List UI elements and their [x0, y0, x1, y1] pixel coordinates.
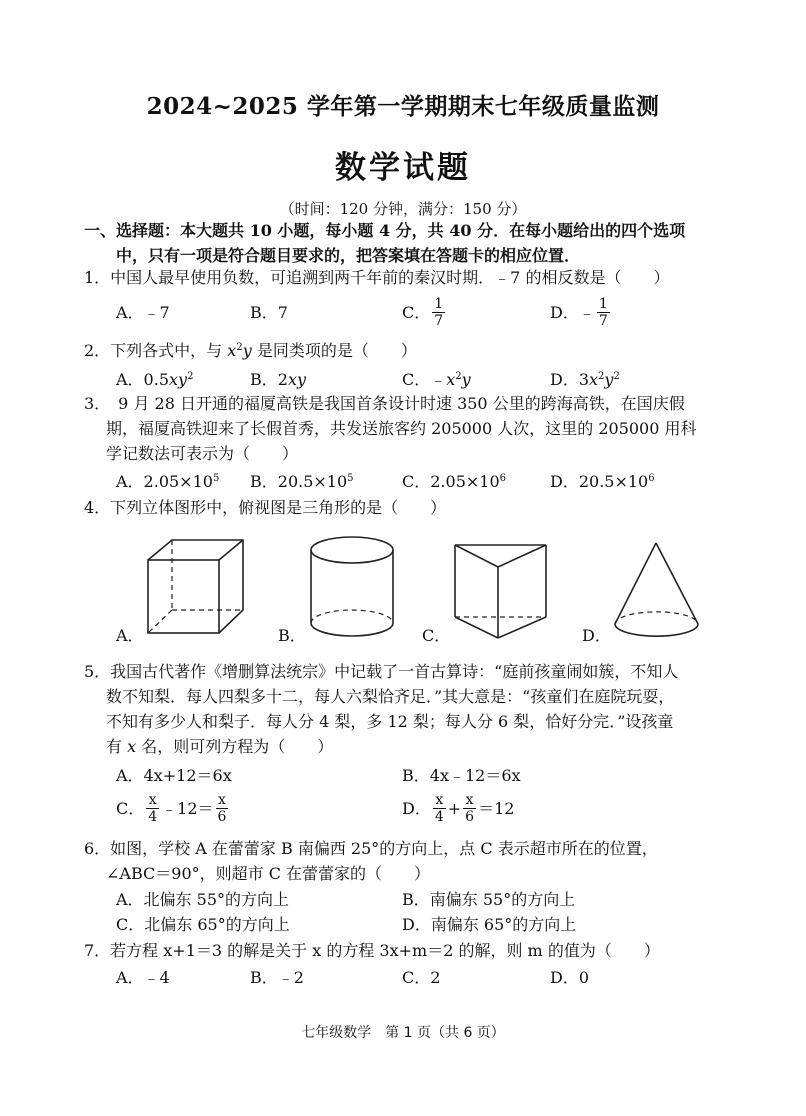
- section-header: [84, 218, 734, 268]
- q1-option-c: [402, 296, 447, 329]
- q6-option-a: A．北偏东 55°的方向上: [116, 890, 290, 909]
- q5-d-label: D．: [402, 798, 431, 818]
- q6-option-b: B．南偏东 55°的方向上: [402, 890, 576, 909]
- q5-option-b: B．4x﹣12＝6x: [402, 766, 521, 785]
- q2-c-text: C．﹣: [402, 370, 447, 389]
- question-3-stem: [84, 391, 734, 466]
- q1-option-c-label: C．: [402, 302, 431, 322]
- fraction: [216, 792, 229, 825]
- q3-b-exp: 5: [347, 473, 354, 484]
- q2-option-b: B．2xy: [250, 370, 307, 389]
- numerator: 1: [434, 296, 444, 312]
- q3-a-text: A．2.05×10: [116, 472, 213, 491]
- q5-d-end: ＝12: [478, 798, 515, 818]
- q3-a-exp: 5: [212, 473, 220, 484]
- q4-option-d: D．: [582, 626, 611, 645]
- fraction: [433, 792, 446, 825]
- cube-icon: [145, 538, 245, 638]
- exam-title: 2024~2025 学年第一学期期末七年级质量监测: [146, 93, 660, 120]
- q4-option-b: B．: [278, 626, 306, 645]
- q3-line-3: 学记数法可表示为（ ）: [106, 444, 299, 463]
- q4-option-c: C．: [422, 626, 451, 645]
- q5-line-4-pre: 有: [106, 737, 128, 756]
- q7-option-a: A．﹣4: [116, 968, 170, 987]
- numerator: x: [463, 792, 476, 809]
- denominator: 7: [434, 313, 444, 329]
- section-line-1: 一、选择题：本大题共 10 小题，每小题 4 分，共 40 分．在每小题给出的四个选项: [84, 221, 686, 240]
- q2-a-text: A．0.5: [116, 370, 170, 389]
- q7-option-d: D．0: [550, 968, 590, 987]
- q5-variable: x: [127, 737, 137, 756]
- q7-option-c: C．2: [402, 968, 441, 987]
- q6-option-c: C．北偏东 65°的方向上: [116, 915, 290, 934]
- q3-option-a: [116, 472, 219, 492]
- q3-c-exp: 6: [499, 473, 507, 484]
- q5-line-3: 不知有多少人和梨子．每人分 4 梨，多 12 梨；每人分 6 梨，恰好分完．”设孩童: [106, 712, 674, 731]
- triangular-prism-icon: [452, 542, 552, 642]
- q1-option-d-label: D．﹣: [550, 302, 595, 322]
- q5-line-4: [84, 734, 734, 759]
- q6-line-1: 6．如图，学校 A 在蕾蕾家 B 南偏西 25°的方向上，点 C 表示超市所在的位置，: [84, 839, 658, 858]
- subject-title: 数学试题: [335, 150, 471, 186]
- numerator: x: [433, 792, 446, 809]
- q2-d-text: D．3: [550, 370, 590, 389]
- q3-d-exp: 6: [648, 473, 655, 484]
- question-4-stem: 4．下列立体图形中，俯视图是三角形的是（ ）: [84, 498, 447, 517]
- q2-option-c: C．$﹣x^2y$: [402, 370, 471, 389]
- fraction: [463, 792, 476, 825]
- q5-c-label: C．: [116, 798, 145, 818]
- q3-option-b: [250, 472, 354, 492]
- q3-c-text: C．2.05×10: [402, 472, 500, 491]
- denominator: 7: [598, 313, 608, 329]
- q3-option-d: [550, 472, 655, 492]
- q5-line-2: 数不知梨．每人四梨多十二，每人六梨恰齐足．”其大意是：“孩童们在庭院玩耍，: [106, 687, 675, 706]
- q1-option-b: B．7: [250, 303, 288, 322]
- q1-option-c-fraction: [432, 296, 445, 329]
- q5-option-a: A．4x+12＝6x: [116, 766, 232, 785]
- q2-option-a: A．$0.5xy^2$: [116, 370, 194, 389]
- q2-stem-post: 是同类项的是（ ）: [251, 341, 417, 360]
- q5-option-d: [402, 792, 514, 825]
- section-line-2: 中，只有一项是符合题目要求的，把答案填在答题卡的相应位置．: [116, 246, 581, 265]
- denominator: 6: [217, 809, 227, 825]
- q3-d-text: D．20.5×10: [550, 472, 649, 491]
- q5-line-4-post: 名，则可列方程为（ ）: [136, 737, 334, 756]
- q3-line-1: 3． 9 月 28 日开通的福厦高铁是我国首条设计时速 350 公里的跨海高铁，在国庆假: [84, 394, 685, 413]
- q1-option-d-fraction: [597, 296, 610, 329]
- q2-b-text: B．2: [250, 370, 288, 389]
- q1-option-d: [550, 296, 612, 329]
- numerator: x: [216, 792, 229, 809]
- q5-option-c: [116, 792, 230, 825]
- q4-option-a: A．: [116, 626, 144, 645]
- denominator: 4: [434, 809, 444, 825]
- q7-option-b: B．﹣2: [250, 968, 304, 987]
- q1-option-a: A．﹣7: [116, 303, 170, 322]
- exam-info: （时间：120 分钟，满分：150 分）: [279, 200, 527, 218]
- q5-c-mid: ﹣12＝: [161, 798, 214, 818]
- cylinder-icon: [308, 535, 398, 640]
- page-footer: 七年级数学 第 1 页（共 6 页）: [301, 1025, 505, 1041]
- cone-icon: [612, 540, 702, 640]
- question-2-stem: 2．下列各式中，与 $x^2y$ 是同类项的是（ ）: [84, 341, 417, 360]
- q6-line-2: ∠ABC＝90°，则超市 C 在蕾蕾家的（ ）: [106, 864, 431, 883]
- q2-stem-pre: 2．下列各式中，与: [84, 341, 228, 360]
- q5-line-1: 5．我国古代著作《增删算法统宗》中记载了一首古算诗：“庭前孩童闹如簇，不知人: [84, 662, 679, 681]
- q5-d-mid: +: [447, 798, 462, 818]
- question-7-stem: 7．若方程 x+1＝3 的解是关于 x 的方程 3x+m＝2 的解，则 m 的值为（ ）: [84, 941, 660, 960]
- q3-b-text: B．20.5×10: [250, 472, 348, 491]
- numerator: x: [146, 792, 159, 809]
- numerator: 1: [598, 296, 608, 312]
- question-5-stem: [84, 659, 734, 759]
- q6-option-d: D．南偏东 65°的方向上: [402, 915, 577, 934]
- question-1-stem: 1．中国人最早使用负数，可追溯到两千年前的秦汉时期．﹣7 的相反数是（ ）: [84, 268, 670, 287]
- q3-option-c: [402, 472, 506, 492]
- question-6-stem: [84, 836, 734, 886]
- fraction: [146, 792, 159, 825]
- q2-option-d: D．$3x^2y^2$: [550, 370, 620, 389]
- denominator: 4: [148, 809, 158, 825]
- denominator: 6: [465, 809, 475, 825]
- q3-line-2: 期，福厦高铁迎来了长假首秀，共发送旅客约 205000 人次，这里的 205000 用科: [106, 419, 697, 438]
